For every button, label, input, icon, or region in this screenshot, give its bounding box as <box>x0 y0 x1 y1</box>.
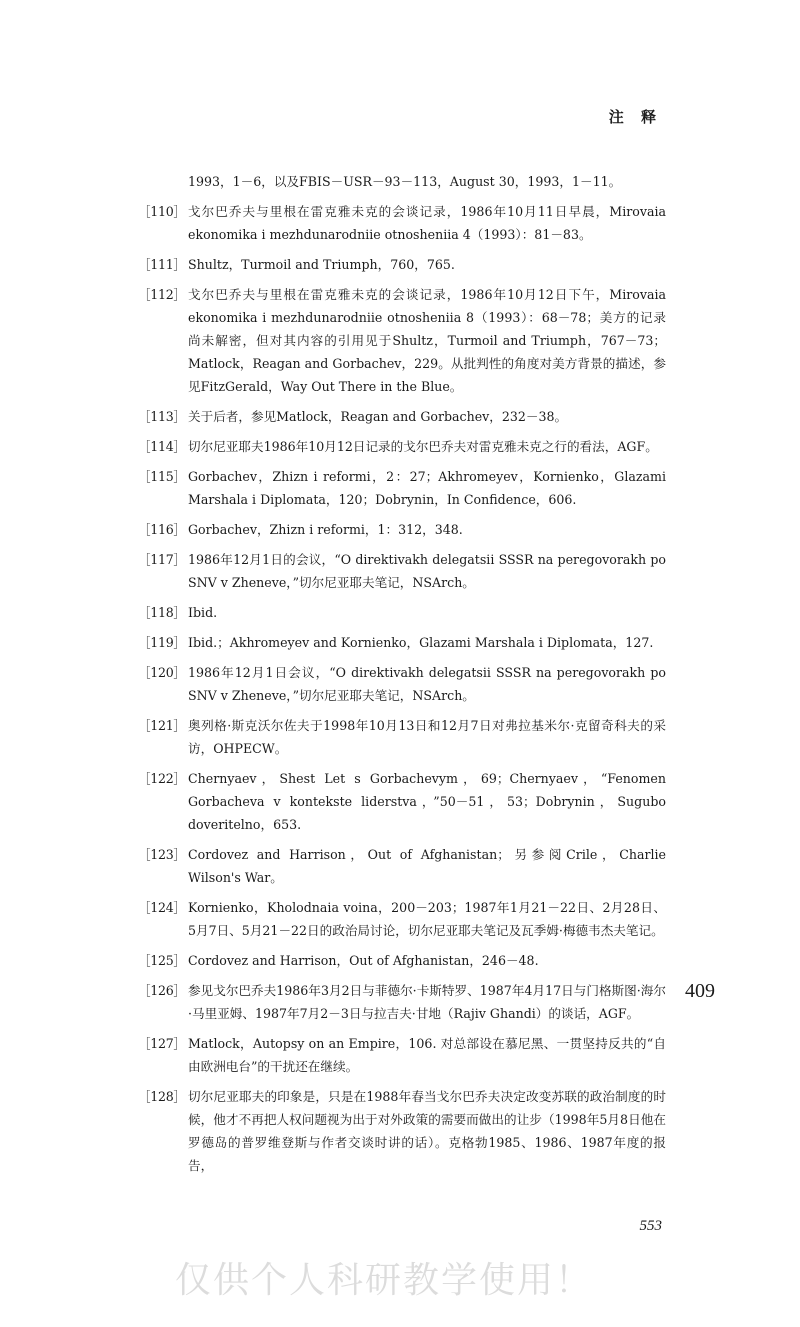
note-text: 参见戈尔巴乔夫1986年3月2日与菲德尔·卡斯特罗、1987年4月17日与门格斯图·海尔·马里亚姆、1987年7月2－3日与拉吉夫·甘地（Rajiv Ghandi）的谈话，AGF。 <box>188 983 666 1021</box>
note-text: Chernyaev，Shest Let s Gorbachevym，69；Chernyaev，“Fenomen Gorbacheva v kontekste liderstva，”50－51，53；Dobrynin，Sugubo doveritelno，653. <box>188 771 666 832</box>
running-header: 注 释 <box>608 108 662 126</box>
note-114 <box>138 435 666 458</box>
watermark: 仅供个人科研教学使用！ <box>175 1260 594 1301</box>
note-120 <box>138 661 666 707</box>
note-111 <box>138 253 666 276</box>
note-119 <box>138 631 666 654</box>
note-number: ［124］ <box>138 900 186 915</box>
note-number: ［112］ <box>138 287 186 302</box>
note-122 <box>138 767 666 836</box>
note-text: Cordovez and Harrison，Out of Afghanistan，246－48. <box>188 953 539 968</box>
note-text: 奥列格·斯克沃尔佐夫于1998年10月13日和12月7日对弗拉基米尔·克留奇科夫的采访，OHPECW。 <box>188 718 666 756</box>
note-128 <box>138 1085 666 1177</box>
note-text: 1986年12月1日会议，“O direktivakh delegatsii SSSR na peregovorakh po SNV v Zheneve，”切尔尼亚耶夫笔记，NSArch。 <box>188 665 666 703</box>
note-116 <box>138 518 666 541</box>
note-number: ［114］ <box>138 439 186 454</box>
note-text: Kornienko，Kholodnaia voina，200－203；1987年1月21－22日、2月28日、5月7日、5月21－22日的政治局讨论，切尔尼亚耶夫笔记及瓦季姆·梅德韦杰夫笔记。 <box>188 900 666 938</box>
note-number: ［117］ <box>138 552 186 567</box>
note-110 <box>138 200 666 246</box>
note-number: ［127］ <box>138 1036 186 1051</box>
note-text: 1993，1－6，以及FBIS－USR－93－113，August 30，1993，1－11。 <box>188 174 622 189</box>
note-number: ［126］ <box>138 983 186 998</box>
endnotes-list <box>138 170 666 1184</box>
note-112 <box>138 283 666 398</box>
note-text: Matlock，Autopsy on an Empire，106. 对总部设在慕尼黑、一贯坚持反共的“自由欧洲电台”的干扰还在继续。 <box>188 1036 666 1074</box>
note-text: Ibid.；Akhromeyev and Kornienko，Glazami Marshala i Diplomata，127. <box>188 635 654 650</box>
note-113 <box>138 405 666 428</box>
note-number: ［125］ <box>138 953 186 968</box>
note-text: 1986年12月1日的会议，“O direktivakh delegatsii SSSR na peregovorakh po SNV v Zheneve，”切尔尼亚耶夫笔记，NSArch。 <box>188 552 666 590</box>
note-number: ［119］ <box>138 635 186 650</box>
note-number: ［116］ <box>138 522 186 537</box>
note-number: ［111］ <box>138 257 186 272</box>
note-text: Shultz，Turmoil and Triumph，760，765. <box>188 257 455 272</box>
note-number: ［115］ <box>138 469 186 484</box>
note-number: ［113］ <box>138 409 186 424</box>
original-page-marker: 409 <box>685 980 715 1002</box>
note-text: Gorbachev，Zhizn i reformi，1：312，348. <box>188 522 463 537</box>
note-number: ［110］ <box>138 204 186 219</box>
note-text: 关于后者，参见Matlock，Reagan and Gorbachev，232－38。 <box>188 409 568 424</box>
note-number: ［120］ <box>138 665 186 680</box>
note-text: Cordovez and Harrison，Out of Afghanistan；另参阅Crile，Charlie Wilson's War。 <box>188 847 666 885</box>
note-123 <box>138 843 666 889</box>
note-125 <box>138 949 666 972</box>
note-124 <box>138 896 666 942</box>
note-121 <box>138 714 666 760</box>
note-continuation <box>138 170 666 193</box>
note-number: ［128］ <box>138 1089 186 1104</box>
note-text: 切尔尼亚耶夫的印象是，只是在1988年春当戈尔巴乔夫决定改变苏联的政治制度的时候，他才不再把人权问题视为出于对外政策的需要而做出的让步（1998年5月8日他在罗德岛的普罗维登斯与作者交谈时讲的话）。克格勃1985、1986、1987年度的报告， <box>188 1089 666 1173</box>
note-number: ［123］ <box>138 847 186 862</box>
note-text: Gorbachev，Zhizn i reformi，2：27；Akhromeyev，Kornienko，Glazami Marshala i Diplomata，120；Dobrynin，In Confidence，606. <box>188 469 666 507</box>
note-text: 切尔尼亚耶夫1986年10月12日记录的戈尔巴乔夫对雷克雅未克之行的看法，AGF。 <box>188 439 658 454</box>
note-115 <box>138 465 666 511</box>
page-number: 553 <box>639 1218 662 1234</box>
note-number: ［118］ <box>138 605 186 620</box>
note-number: ［122］ <box>138 771 186 786</box>
note-126 <box>138 979 666 1025</box>
note-number: ［121］ <box>138 718 186 733</box>
note-text: 戈尔巴乔夫与里根在雷克雅未克的会谈记录，1986年10月11日早晨，Mirovaia ekonomika i mezhdunarodniie otnosheniia 4（1993）：81－83。 <box>188 204 666 242</box>
note-118 <box>138 601 666 624</box>
note-text: 戈尔巴乔夫与里根在雷克雅未克的会谈记录，1986年10月12日下午，Mirovaia ekonomika i mezhdunarodniie otnosheniia 8（1993）：68－78；美方的记录尚未解密，但对其内容的引用见于Shultz，Turmoil and Triumph，767－73；Matlock，Reagan and Gorbachev，229。从批判性的角度对美方背景的描述，参见FitzGerald，Way Out There in the Blue。 <box>188 287 666 394</box>
note-text: Ibid. <box>188 605 218 620</box>
note-127 <box>138 1032 666 1078</box>
note-117 <box>138 548 666 594</box>
